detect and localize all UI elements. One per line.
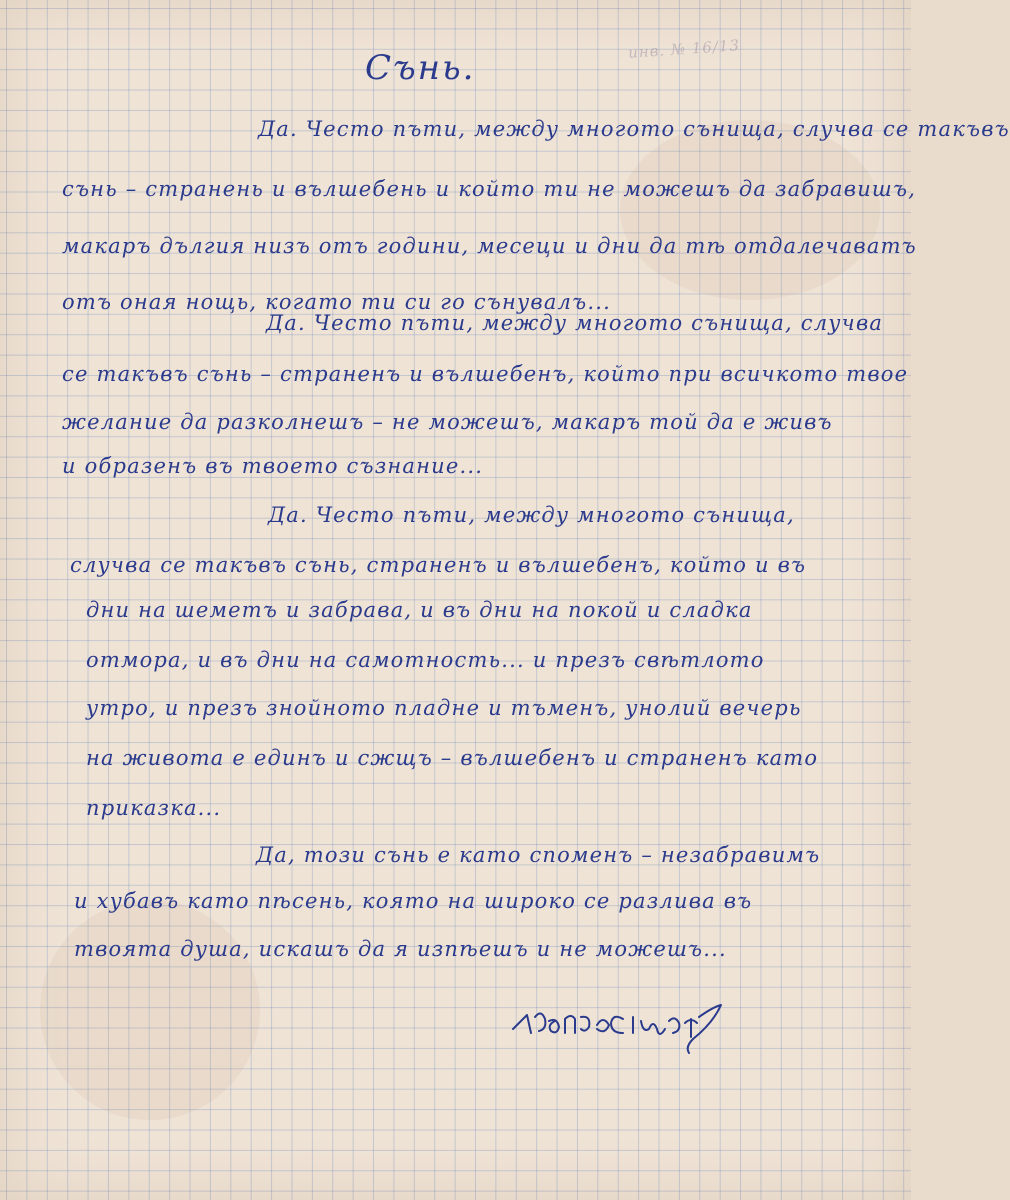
signature-drawing — [505, 995, 735, 1055]
text-line: случва се такъвъ сънь, страненъ и вълшебенъ, който и въ — [70, 553, 807, 577]
text-line: макаръ дългия низъ отъ години, месеци и дни да тѣ отдалечаватъ — [62, 234, 917, 258]
page-title: Сънь. — [365, 48, 476, 88]
paper-stain — [40, 900, 260, 1120]
text-line: желание да разколнешъ – не можешъ, макаръ той да е живъ — [62, 410, 833, 434]
paper-stain — [620, 120, 880, 300]
text-line: приказка... — [86, 796, 222, 820]
text-line: Да, този сънь е като споменъ – незабравимъ — [256, 843, 821, 867]
text-line: сънь – странень и вълшебень и който ти не можешъ да забравишъ, — [62, 177, 917, 201]
text-line: и образенъ въ твоето съзнание... — [62, 454, 484, 478]
text-line: на живота е единъ и сжщъ – вълшебенъ и страненъ като — [86, 746, 819, 770]
text-line: и хубавъ като пѣсень, която на широко се разлива въ — [74, 889, 753, 913]
text-line: Да. Често пъти, между многото сънища, случва се такъвъ — [258, 117, 1010, 141]
text-line: Да. Често пъти, между многото сънища, — [268, 503, 795, 527]
handwritten-signature — [505, 995, 735, 1055]
text-line: твоята душа, искашъ да я изпѣешъ и не можешъ... — [74, 937, 727, 961]
text-line: отмора, и въ дни на самотность... и презъ свѣтлото — [86, 648, 765, 672]
text-line: утро, и презъ знойното пладне и тъменъ, унолий вечерь — [86, 696, 802, 720]
text-line: се такъвъ сънь – страненъ и вълшебенъ, който при всичкото твое — [62, 362, 909, 386]
archive-mark: инв. № 16/13 — [627, 36, 741, 62]
text-line: Да. Често пъти, между многото сънища, случва — [266, 311, 884, 335]
text-line: дни на шеметъ и забрава, и въ дни на покой и сладка — [86, 598, 753, 622]
text-line: отъ оная нощь, когато ти си го сънувалъ... — [62, 290, 611, 314]
